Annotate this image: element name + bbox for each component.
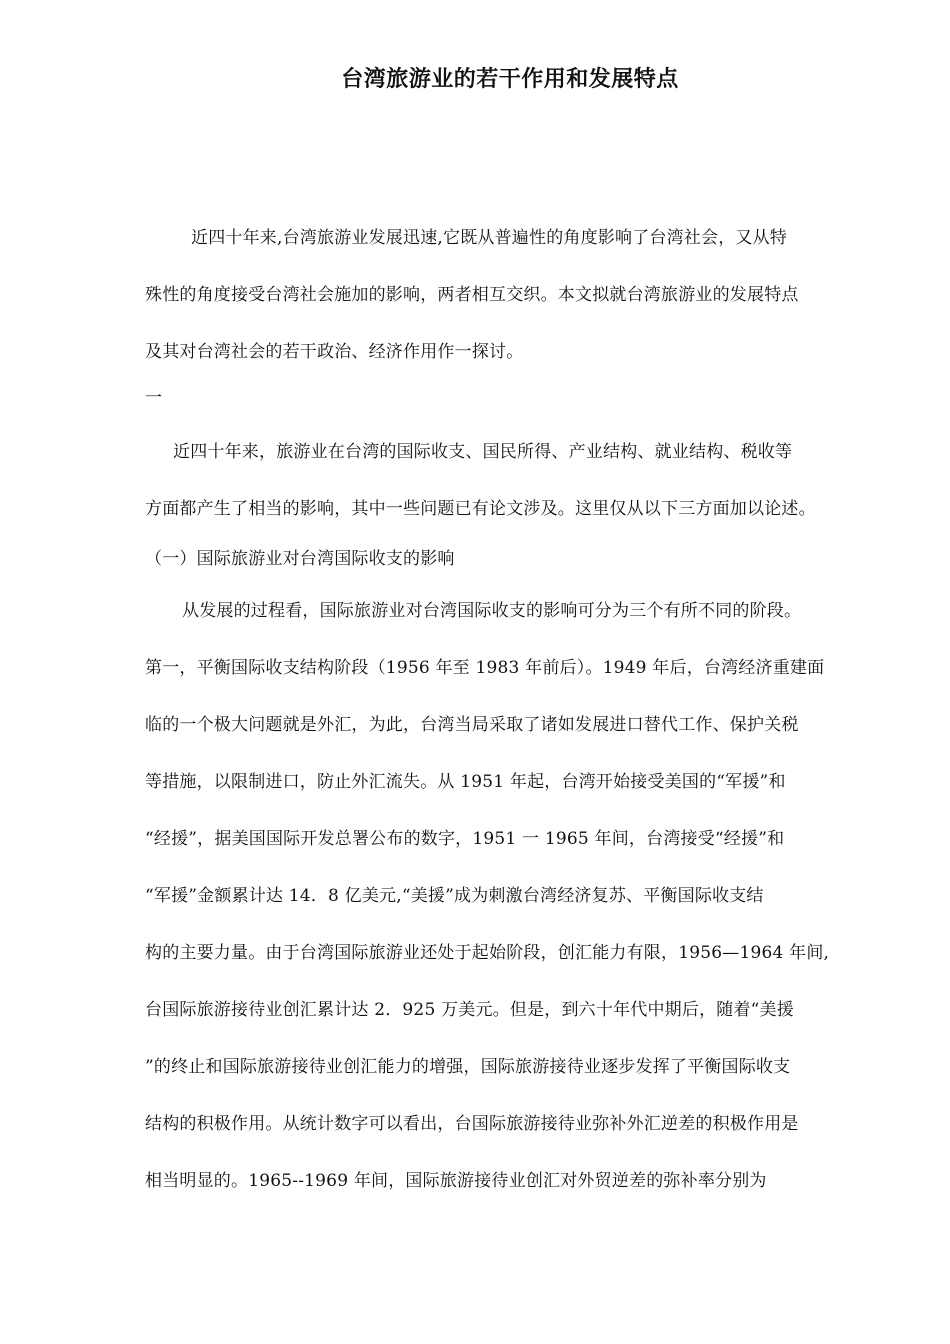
paragraph-line: 及其对台湾社会的若干政治、经济作用作一探讨。 (145, 342, 524, 362)
paragraph-line: 近四十年来，旅游业在台湾的国际收支、国民所得、产业结构、就业结构、税收等 (173, 442, 793, 462)
subsection-heading: （一）国际旅游业对台湾国际收支的影响 (145, 549, 455, 569)
paragraph-line: 台国际旅游接待业创汇累计达 2．925 万美元。但是，到六十年代中期后，随着“美援 (145, 1000, 794, 1020)
paragraph-line: 构的主要力量。由于台湾国际旅游业还处于起始阶段，创汇能力有限，1956—1964 年间, (145, 943, 830, 963)
paragraph-line: 相当明显的。1965--1969 年间，国际旅游接待业创汇对外贸逆差的弥补率分别为 (145, 1171, 767, 1191)
paragraph-line: “军援”金额累计达 14．8 亿美元,“美援”成为刺激台湾经济复苏、平衡国际收支结 (145, 886, 764, 906)
paragraph-line: 近四十年来,台湾旅游业发展迅速,它既从普遍性的角度影响了台湾社会，又从特 (191, 228, 788, 248)
paragraph-line: 结构的积极作用。从统计数字可以看出，台国际旅游接待业弥补外汇逆差的积极作用是 (145, 1114, 799, 1134)
paragraph-line: ”的终止和国际旅游接待业创汇能力的增强，国际旅游接待业逐步发挥了平衡国际收支 (145, 1057, 791, 1077)
paragraph-line: “经援”，据美国国际开发总署公布的数字，1951 一 1965 年间，台湾接受“经援”和 (145, 829, 785, 849)
section-heading: 一 (145, 388, 163, 408)
paragraph-line: 殊性的角度接受台湾社会施加的影响，两者相互交织。本文拟就台湾旅游业的发展特点 (145, 285, 799, 305)
paragraph-line: 等措施，以限制进口，防止外汇流失。从 1951 年起，台湾开始接受美国的“军援”和 (145, 772, 786, 792)
paragraph-line: 方面都产生了相当的影响，其中一些问题已有论文涉及。这里仅从以下三方面加以论述。 (145, 499, 816, 519)
paragraph-line: 临的一个极大问题就是外汇，为此，台湾当局采取了诸如发展进口替代工作、保护关税 (145, 715, 799, 735)
paragraph-line: 第一，平衡国际收支结构阶段（1956 年至 1983 年前后）。1949 年后，台湾经济重建面 (145, 658, 825, 678)
document-title: 台湾旅游业的若干作用和发展特点 (341, 66, 679, 92)
paragraph-line: 从发展的过程看，国际旅游业对台湾国际收支的影响可分为三个有所不同的阶段。 (182, 601, 802, 621)
